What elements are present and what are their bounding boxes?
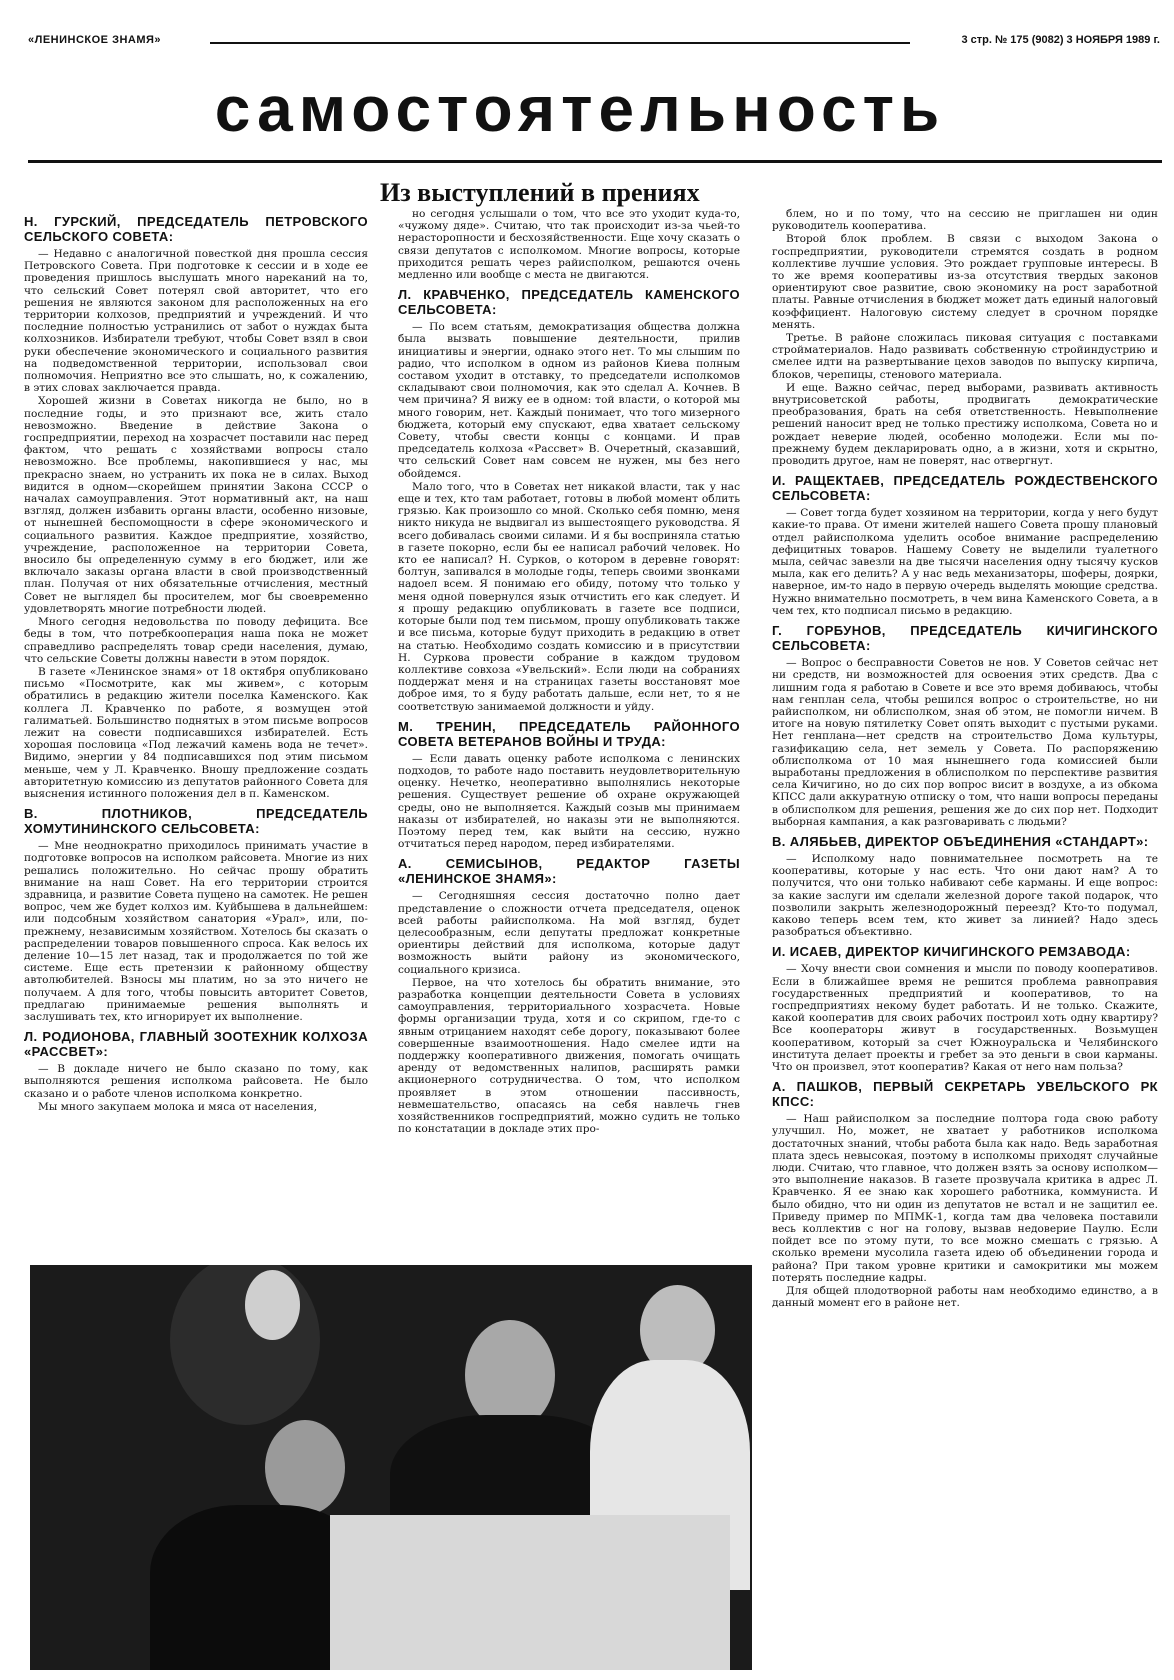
section-subheadline: Из выступлений в прениях — [380, 178, 700, 207]
paragraph: — Сегодняшняя сессия достаточно полно дает представление о сложности отчета председателя, оценок всей работы райисполкома. На мой взгляд, будет целесообразным, если депутаты предложат конкретные ориентиры действий для исполкома, которые дадут возможность выйти району из экономического, социального кризиса. — [398, 890, 740, 976]
paragraph: В газете «Ленинское знамя» от 18 октября опубликовано письмо «Посмотрите, как мы живем», с которым обратились в редакцию жители поселка Каменского. Как коллега Л. Кравченко по работе, я возмущен этой галиматьей. Большинство поднятых в этом письме вопросов лежит на совести подписавшихся избирателей. Есть хорошая пословица «Под лежачий камень вода не течет». Видимо, энергии у 84 подписавшихся под этим письмом меньше, чем у Л. Кравченко. Вношу предложение создать авторитетную комиссию из депутатов районного Совета для выяснения истинного положения дел в п. Каменском. — [24, 665, 368, 800]
paragraph: — Исполкому надо повнимательнее посмотреть на те кооперативы, которые у нас есть. Что они дают нам? А то получится, что они только набивают себе карманы. И еще вопрос: за какие заслуги им сделали железной дороге такой подарок, что позволили закрыть железнодорожный переезд? Кто-то подумал, каково теперь всем тем, кто живет за линией? Надо здесь разобраться объективно. — [772, 852, 1158, 939]
table-with-papers — [330, 1515, 730, 1670]
person-silhouette — [465, 1320, 555, 1430]
speaker-heading: Л. КРАВЧЕНКО, ПРЕДСЕДАТЕЛЬ КАМЕНСКОГО СЕЛЬСОВЕТА: — [398, 287, 740, 318]
paragraph: — Совет тогда будет хозяином на территории, когда у него будут какие-то права. От имени жителей нашего Совета прошу плановый отдел райисполкома уделить особое внимание распределению дефицитных товаров. Нашему Совету не выделили туалетного мыла, сейчас завезли на две тысячи населения одну тысячу кусков мыла, как его делить? А у нас ведь механизаторы, шоферы, доярки, наверное, им-то надо в первую очередь выделять моющие средства. Нужно внимательно посмотреть, в чем вина Каменского Совета, а в чем тех, кто подписал письмо в редакцию. — [772, 507, 1158, 617]
paragraph: блем, но и по тому, что на сессию не приглашен ни один руководитель кооператива. — [772, 208, 1158, 233]
paragraph: Для общей плодотворной работы нам необходимо единство, а в данный момент его в районе нет. — [772, 1285, 1158, 1310]
paragraph: — В докладе ничего не было сказано по тому, как выполняются решения исполкома райсовета. Не было сказано и о работе членов исполкома конкретно. — [24, 1063, 368, 1100]
paragraph: — Хочу внести свои сомнения и мысли по поводу кооперативов. Если в ближайшее время не решится проблема равноправия государственных предприятий и кооперативов, то на госпредприятиях некому будет работать. И не только. Скажите, какой кооператив для своих рабочих построил хоть одну квартиру? Все кооператоры живут в государственных. Возьмущен кооперативом, который за счет Южноуральска и Челябинского института делает проекты и гребет за это деньги в свои карманы. Что он произвел, этот кооператив? Какая от него нам польза? — [772, 963, 1158, 1073]
paragraph: И еще. Важно сейчас, перед выборами, развивать активность внутрисоветской работы, продвигать демократические преобразования, брать на себя ответственность. Невыполнение решений наносит вред не только престижу исполкома, Совета но и рождает неверие людей, особенно молодежи. Если мы по-прежнему будем декларировать одно, а в жизни, хотя и скрытно, проводить другое, нам не поверят, нас отвергнут. — [772, 381, 1158, 468]
speaker-heading: А. СЕМИСЫНОВ, РЕДАКТОР ГАЗЕТЫ «ЛЕНИНСКОЕ ЗНАМЯ»: — [398, 856, 740, 887]
speaker-heading: А. ПАШКОВ, ПЕРВЫЙ СЕКРЕТАРЬ УВЕЛЬСКОГО РК КПСС: — [772, 1079, 1158, 1110]
paragraph: — По всем статьям, демократизация общества должна была вызвать повышение деятельности, прилив инициативы и энергии, однако этого нет. То мы слышим по радио, что исполком в одном из районов Киева полным составом уходит в отставку, то председатели исполкомов складывают свои полномочия, как это сделал А. Кочнев. В чем причина? Я вижу ее в одном: той власти, о которой мы много говорим, нет. Каждый понимает, что того мизерного бюджета, который ему спускают, едва хватает сельскому Совету, чтобы свести концы с концами. И прав председатель колхоза «Рассвет» В. Очеретный, сказавший, что сельский Совет нам совсем не нужен, мы без него обойдемся. — [398, 321, 740, 480]
speaker-heading: Г. ГОРБУНОВ, ПРЕДСЕДАТЕЛЬ КИЧИГИНСКОГО СЕЛЬСОВЕТА: — [772, 623, 1158, 654]
person-silhouette — [245, 1270, 300, 1340]
newspaper-name: «ЛЕНИНСКОЕ ЗНАМЯ» — [28, 34, 162, 46]
speaker-heading: Н. ГУРСКИЙ, ПРЕДСЕДАТЕЛЬ ПЕТРОВСКОГО СЕЛЬСКОГО СОВЕТА: — [24, 214, 368, 244]
paragraph: — Вопрос о бесправности Советов не нов. У Советов сейчас нет ни средств, ни возможностей для освоения этих средств. Два с лишним года я работаю в Совете и все это время добиваюсь, чтобы нам генплан села, чтобы решился вопрос о строительстве, но ни райисполком, ни облисполком, зная об этом, не помогли ничем. В итоге на новую пятилетку Совет опять выходит с пустыми руками. Нет генплана—нет средств на строительство Дома культуры, газификацию села, нет земель у Совета. По распоряжению облисполкома от 10 мая нынешнего года комиссией были выработаны предложения в облисполком по перспективе развития села Кичигино, но до сих пор вопрос висит в воздухе, а из обкома КПСС дали аккуратную отписку о том, что наши вопросы переданы в облисполком для решения, решения же до сих пор нет. Подходит выборная кампания, а как разговаривать с людьми? — [772, 657, 1158, 828]
paragraph: но сегодня услышали о том, что все это уходит куда-то, «чужому дяде». Считаю, что так происходит из-за чьей-то нерасторопности и бесхозяйственности. Еще хочу сказать о связи депутатов с исполкомом. Многие вопросы, которые приходится решать через райисполком, решаются очень медленно или вообще с места не двигаются. — [398, 208, 740, 282]
speaker-heading: И. ИСАЕВ, ДИРЕКТОР КИЧИГИНСКОГО РЕМЗАВОДА: — [772, 944, 1131, 960]
paragraph: Мы много закупаем молока и мяса от населения, — [38, 1100, 318, 1113]
masthead — [28, 34, 1160, 52]
paragraph: — Наш райисполком за последние полтора года свою работу улучшил. Но, может, не хватает у работников исполкома достаточных знаний, чтобы работа была как надо. Ведь заработная плата здесь невысокая, поэтому в исполкомы приходят случайные люди. Считаю, что главное, что должен взять за основу исполком—это выполнение наказов. В газете прозвучала критика в адрес Л. Кравченко. Я ее знаю как хорошего работника, коммуниста. И было обидно, что ни один из депутатов не встал и не защитил ее. Приведу пример по МПМК-1, когда там два человека поставили весь коллектив с ног на голову, вызвав недоверие Паулю. Если пойдет все по этому пути, то все можно смешать с грязью. А сколько времени мусолила газета идею об объединении города и района? При таком уровне критики и самокритики мы можем потерять последние кадры. — [772, 1113, 1158, 1284]
masthead-rule — [210, 42, 910, 44]
paragraph: Много сегодня недовольства по поводу дефицита. Все беды в том, что потребкооперация наша пока не может справедливо распределять товар среди населения, думаю, что сельские Советы должны навести в этом порядок. — [24, 616, 368, 665]
issue-info: 3 стр. № 175 (9082) 3 НОЯБРЯ 1989 г. — [961, 34, 1160, 46]
paragraph: — Если давать оценку работе исполкома с ленинских подходов, то работе надо поставить неудовлетворительную оценку. Нечетко, неоперативно выполнялись некоторые решения. Существует решение об охране окружающей среды, оно не выполняется. Каждый созыв мы принимаем наказы от избирателей, но наказы эти не выполняются. Поэтому перед тем, как выйти на сессию, нужно отчитаться перед народом, перед избирателями. — [398, 752, 740, 851]
paragraph: Первое, на что хотелось бы обратить внимание, это разработка концепции деятельности Совета в условиях самоуправления, территориального хозрасчета. Новые формы организации труда, хотя и со скрипом, где-то с явным отрицанием находят себе дорогу, показывают более совершенные взаимоотношения. Надо смелее идти на поддержку кооперативного движения, помогать очищать аренду от ведомственных налипов, расширять рамки акционерного сотрудничества. О том, что исполком проявляет в этом отношении пассивность, невмешательство, опасаясь на себя навлечь гнев хозяйственников госпредприятий, можно судить не только по констатации в докладе этих про- — [398, 976, 740, 1136]
article-column-2 — [398, 208, 740, 1238]
speaker-heading: В. АЛЯБЬЕВ, ДИРЕКТОР ОБЪЕДИНЕНИЯ «СТАНДАРТ»: — [772, 833, 1149, 849]
person-silhouette — [170, 1265, 320, 1425]
paragraph: Третье. В районе сложилась пиковая ситуация с поставками стройматериалов. Надо развивать собственную стройиндустрию и смелее идти на развертывание цехов заводов по выпуску кирпича, блоков, черепицы, стенового материала. — [772, 332, 1158, 381]
person-silhouette — [265, 1420, 345, 1515]
article-column-1 — [24, 208, 368, 1238]
paragraph: — Мне неоднократно приходилось принимать участие в подготовке вопросов на исполком райсовета. Многие из них решались положительно. Но сейчас прошу обратить внимание на наш Совет. На его территории строится здравница, и развитие Совета пущено на самотек. Не решен вопрос, чем же будет колхоз им. Куйбышева в дальнейшем: или подсобным хозяйством санатория «Урал», или, по-прежнему, независимым хозяйством. Хотелось бы сказать о распределении товаров повышенного спроса. Как велось их деление 10—15 лет назад, так и продолжается по той же системе. Еще есть претензии к районному обществу автолюбителей. Взносы мы платим, но за это ничего не получаем. А для того, чтобы повысить авторитет Советов, предлагаю принимаемые решения выполнять и заслушивать тех, кто игнорирует их выполнение. — [24, 840, 368, 1023]
session-photo — [30, 1265, 752, 1670]
paragraph: — Недавно с аналогичной повесткой дня прошла сессия Петровского Совета. При подготовке к сессии и в ходе ее проведения пришлось выслушать много нареканий на то, что сельский Совет потерял свой авторитет, что его решения не являются законом для расположенных на его территории колхозов, предприятий и учреждений. И что последние полностью устранились от забот о нуждах быта колхозников. Избиратели требуют, чтобы Совет взял в свои руки обеспечение экономического и социального развития на подведомственной территории, использовал свои полномочия. Неприятно все это слышать, но, к сожалению, в этих словах заключается правда. — [24, 248, 368, 395]
paragraph: Мало того, что в Советах нет никакой власти, так у нас еще и тех, кто там работает, готовы в любой момент облить грязью. Как произошло со мной. Сколько себя помню, меня никто никуда не выдвигал из вышестоящего руководства. Я всего добивалась своими силами. И я бы восприняла статью в газете покорно, если бы ее написал рабочий человек. Но кто ее написал? Н. Сурков, о котором в деревне говорят: болтун, запивался в молодые годы, теперь своими звонками надоел всем. Я понимаю его обиду, потому что только у меня одной повернулся язык отчистить его как следует. И я прошу редакцию опубликовать в газете все подписи, которые были под тем письмом, прошу опубликовать также и все письма, которые будут приходить в редакцию в ответ на статью. Необходимо создать комиссию и в присутствии Н. Суркова провести собрание в каждом трудовом коллективе совхоза «Увельский». Если люди на собраниях поддержат меня и на страницах газеты восстановят мое доброе имя, то я буду работать дальше, если нет, то я не соответствую занимаемой должности и уйду. — [398, 480, 740, 713]
page-headline: самостоятельность — [214, 73, 946, 145]
paragraph: Второй блок проблем. В связи с выходом Закона о госпредприятии, руководители стремятся создать в родном коллективе лучшие условия. Это рождает групповые интересы. В то же время кооперативы из-за отсутствия твердых законов ориентируют свое развитие, свою экономику на рост заработной платы. Равные отчисления в бюджет может дать единый налоговый коэффициент. Налоговую систему следует в срочном порядке менять. — [772, 233, 1158, 331]
speaker-heading: И. РАЩЕКТАЕВ, ПРЕДСЕДАТЕЛЬ РОЖДЕСТВЕНСКОГО СЕЛЬСОВЕТА: — [772, 473, 1158, 504]
speaker-heading: В. ПЛОТНИКОВ, ПРЕДСЕДАТЕЛЬ ХОМУТИНИНСКОГО СЕЛЬСОВЕТА: — [24, 806, 368, 837]
speaker-heading: М. ТРЕНИН, ПРЕДСЕДАТЕЛЬ РАЙОННОГО СОВЕТА ВЕТЕРАНОВ ВОЙНЫ И ТРУДА: — [398, 718, 740, 749]
speaker-heading: Л. РОДИОНОВА, ГЛАВНЫЙ ЗООТЕХНИК КОЛХОЗА «РАССВЕТ»: — [24, 1029, 368, 1060]
paragraph: Хорошей жизни в Советах никогда не было, но в последние годы, и это признают все, жить стало невозможно. Введение в действие Закона о госпредприятии, переход на хозрасчет поставили нас перед фактом, что решать с хозяйствами вопросы стало невозможно. Все проблемы, накопившиеся у нас, мы прекрасно знаем, но устранить их пока не в силах. Выход видится в одном—скорейшем принятии Закона СССР о началах самоуправления. Этот нормативный акт, на наш взгляд, должен избавить органы власти, особенно низовые, от нынешней беспомощности в сфере экономического и социального развития. Каждое предприятие, хозяйство, учреждение, расположенное на территории Совета, вносило бы определенную сумму в его бюджет, или же включало заказы органа власти в свой производственный план. Получая от них обязательные отчисления, местный Совет не выглядел бы просителем, мог бы своевременно удовлетворять многие потребности людей. — [24, 395, 368, 615]
article-column-3 — [772, 208, 1158, 1638]
headline-rule — [28, 160, 1162, 163]
